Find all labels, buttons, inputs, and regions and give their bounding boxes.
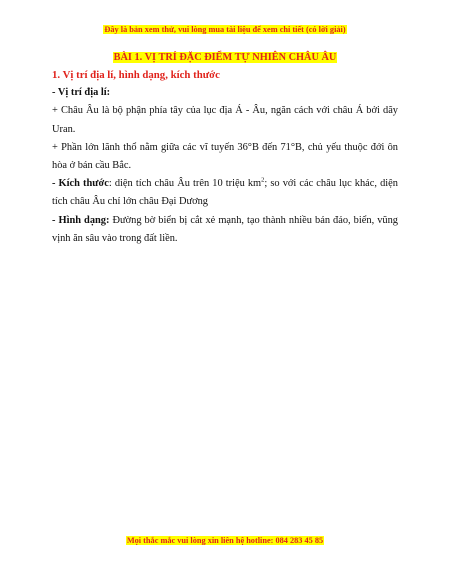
position-label: - Vị trí địa lí:	[52, 87, 111, 99]
size-paragraph	[52, 175, 398, 211]
preview-notice-banner	[0, 25, 450, 34]
lesson-title-text: BÀI 1. VỊ TRÍ ĐẶC ĐIỂM TỰ NHIÊN CHÂU ÂU	[113, 52, 337, 63]
hotline-text: Mọi thắc mắc vui lòng xin liên hệ hotline: 084 283 45 85	[126, 536, 324, 545]
lesson-title	[0, 52, 450, 63]
section-heading: 1. Vị trí địa lí, hình dạng, kích thước	[52, 69, 220, 81]
position-paragraph-1: + Châu Âu là bộ phận phía tây của lục địa Á - Âu, ngăn cách với châu Á bởi dãy Uran.	[52, 105, 398, 135]
document-body	[52, 66, 398, 248]
size-label: - Kích thước	[52, 178, 109, 190]
shape-label: - Hình dạng:	[52, 214, 110, 226]
shape-text: Đường bờ biển bị cắt xẻ mạnh, tạo thành nhiều bán đảo, biển, vũng vịnh ăn sâu vào trong đất liền.	[52, 214, 398, 244]
size-superscript: 2	[261, 176, 265, 184]
position-paragraph-2: + Phần lớn lãnh thổ nằm giữa các vĩ tuyến 36°B đến 71°B, chủ yếu thuộc đới ôn hòa ở bán cầu Bắc.	[52, 141, 398, 172]
size-text-b: ; so với các châu lục khác, diện tích châu Âu chỉ lớn châu Đại Dương	[52, 178, 398, 208]
preview-notice-text: Đây là bản xem thử, vui lòng mua tài liệu để xem chi tiết (có lời giải)	[104, 25, 346, 34]
hotline-banner	[0, 536, 450, 545]
size-text-a: : diện tích châu Âu trên 10 triệu km	[108, 178, 262, 190]
shape-paragraph	[52, 212, 398, 248]
